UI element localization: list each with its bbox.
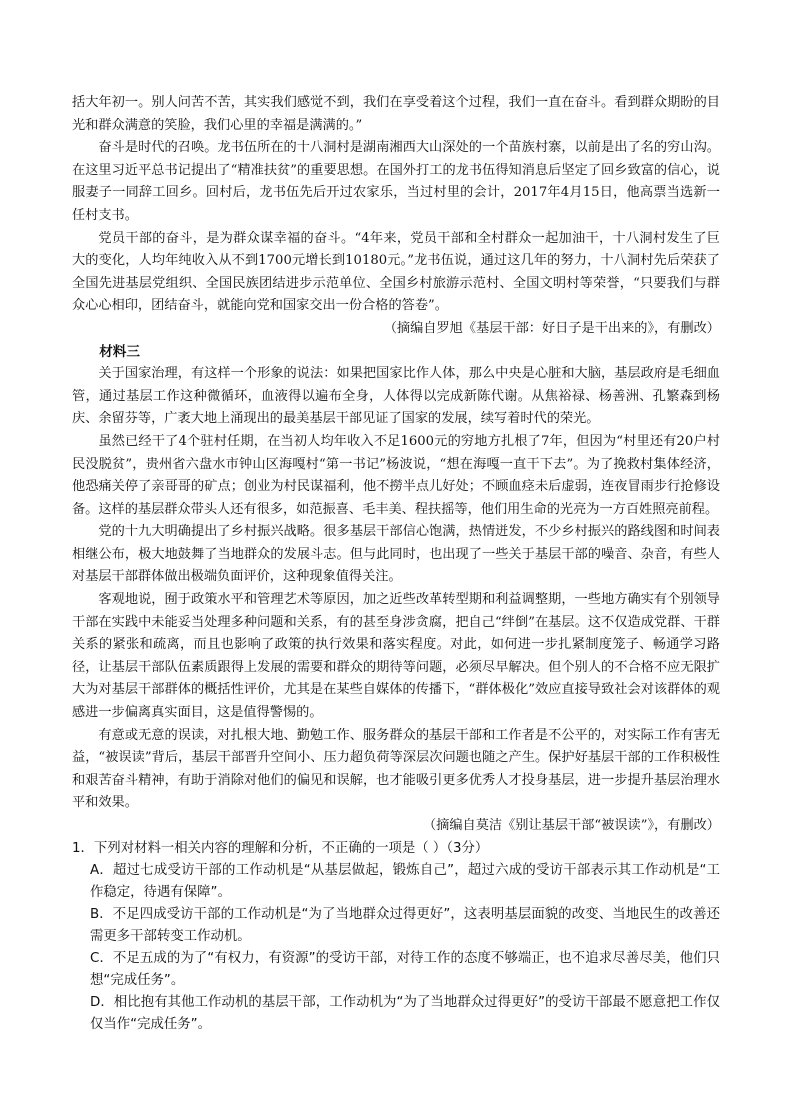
passage-paragraph-top: 括大年初一。别人问苦不苦，其实我们感觉不到，我们在享受着这个过程，我们一直在奋斗。看到群众期盼的目光和群众满意的笑脸，我们心里的幸福是满满的。” xyxy=(72,95,720,133)
option-a[interactable]: A．超过七成受访干部的工作动机是“从基层做起，锻炼自己”，超过六成的受访干部表示其工作动机是“工作稳定，待遇有保障”。 xyxy=(90,862,720,900)
passage-paragraph-2: 奋斗是时代的召唤。龙书伍所在的十八洞村是湖南湘西大山深处的一个苗族村寨，以前是出了名的穷山沟。在这里习近平总书记提出了“精准扶贫”的重要思想。在国外打工的龙书伍得知消息后坚定了回乡致富的信心，说服妻子一同辞工回乡。回村后，龙书伍先后开过农家乐，当过村里的会计，2017年4月15日，他高票当选新一任村支书。 xyxy=(72,140,720,223)
source-citation-2: （摘编自罗旭《基层干部：好日子是干出来的》，有删改） xyxy=(383,320,720,336)
material-3-paragraph-3: 党的十九大明确提出了乡村振兴战略。很多基层干部信心饱满，热情迸发，不少乡村振兴的路线图和时间表相继公布，极大地鼓舞了当地群众的发展斗志。但与此同时，也出现了一些关于基层干部的噪音、杂音，有些人对基层干部群体做出极端负面评价，这种现象值得关注。 xyxy=(72,524,720,585)
option-c[interactable]: C．不足五成的为了“有权力，有资源”的受访干部，对待工作的态度不够端正，也不追求尽善尽美，他们只想“完成任务”。 xyxy=(90,950,720,988)
material-3-heading: 材料三 xyxy=(99,343,140,360)
question-stem: 1．下列对材料一相关内容的理解和分析，不正确的一项是（ ）（3分） xyxy=(72,840,489,856)
source-citation-3: （摘编自莫洁《别让基层干部“被误读”》，有删改） xyxy=(422,818,720,833)
material-3-paragraph-1: 关于国家治理，有这样一个形象的说法：如果把国家比作人体，那么中央是心脏和大脑，基层政府是毛细血管，通过基层工作这种微循环，血液得以遍布全身，人体得以完成新陈代谢。从焦裕禄、杨善洲、孔繁森到杨庆、余留芬等，广袤大地上涌现出的最美基层干部见证了国家的发展，续写着时代的荣光。 xyxy=(72,366,720,427)
exam-page xyxy=(72,92,720,1036)
option-d[interactable]: D．相比抱有其他工作动机的基层干部，工作动机为“为了当地群众过得更好”的受访干部最不愿意把工作仅仅当作“完成任务”。 xyxy=(90,994,720,1032)
material-3-paragraph-2: 虽然已经干了4个驻村任期，在当初人均年收入不足1600元的穷地方扎根了7年，但因为“村里还有20户村民没脱贫”，贵州省六盘水市钟山区海嘎村“第一书记”杨波说，“想在海嘎一直干下去”。为了挽救村集体经济，他恐痛关停了亲哥哥的矿点；创业为村民谋福利，他不撈半点儿好处；不顾血痉未后虚弱，连夜冒雨步行抢修设备。这样的基层群众带头人还有很多，如范振喜、毛丰美、程扶摇等，他们用生命的光亮为一方百姓照亮前程。 xyxy=(72,433,720,517)
passage-paragraph-3: 党员干部的奋斗，是为群众谋幸福的奋斗。“4年来，党员干部和全村群众一起加油干，十八洞村发生了巨大的变化，人均年纯收入从不到1700元增长到10180元。”龙书伍说，通过这几年的努力，十八洞村先后荣获了全国先进基层党组织、全国民族团结进步示范单位、全国乡村旅游示范村、全国文明村等荣誉，“只要我们与群众心心相印，团结奋斗，就能向党和国家交出一份合格的答卷”。 xyxy=(72,230,720,314)
option-b[interactable]: B．不足四成受访干部的工作动机是“为了当地群众过得更好”，这表明基层面貌的改变、当地民生的改善还需更多干部转变工作动机。 xyxy=(90,906,720,944)
material-3-paragraph-5: 有意或无意的误读，对扎根大地、勤勉工作、服务群众的基层干部和工作者是不公平的，对实际工作有害无益，“被误读”背后，基层干部晋升空间小、压力超负荷等深层次问题也随之产生。保护好基层干部的工作积极性和艰苦奋斗精神，有助于消除对他们的偏见和误解，也才能吸引更多优秀人才投身基层，进一步提升基层治理水平和效果。 xyxy=(72,727,720,811)
question-1 xyxy=(72,838,720,1036)
material-3-paragraph-4: 客观地说，囿于政策水平和管理艺术等原因，加之近些改革转型期和利益调整期，一些地方确实有个别领导干部在实践中未能妥当处理多种问题和关系，有的甚至身涉贪腐，把自己“绊倒”在基层。这不仅造成党群、干群关系的紧张和疏离，而且也影响了政策的执行效果和落实程度。对此，如何进一步扎紧制度笼子、畅通学习路径，让基层干部队伍素质跟得上发展的需要和群众的期待等问题，必须尽早解决。但个别人的不合格不应无限扩大为对基层干部群体的概括性评价，尤其是在某些自媒体的传播下，“群体极化”效应直接导致社会对该群体的观感进一步偏离真实面目，这是值得警惕的。 xyxy=(72,592,720,721)
